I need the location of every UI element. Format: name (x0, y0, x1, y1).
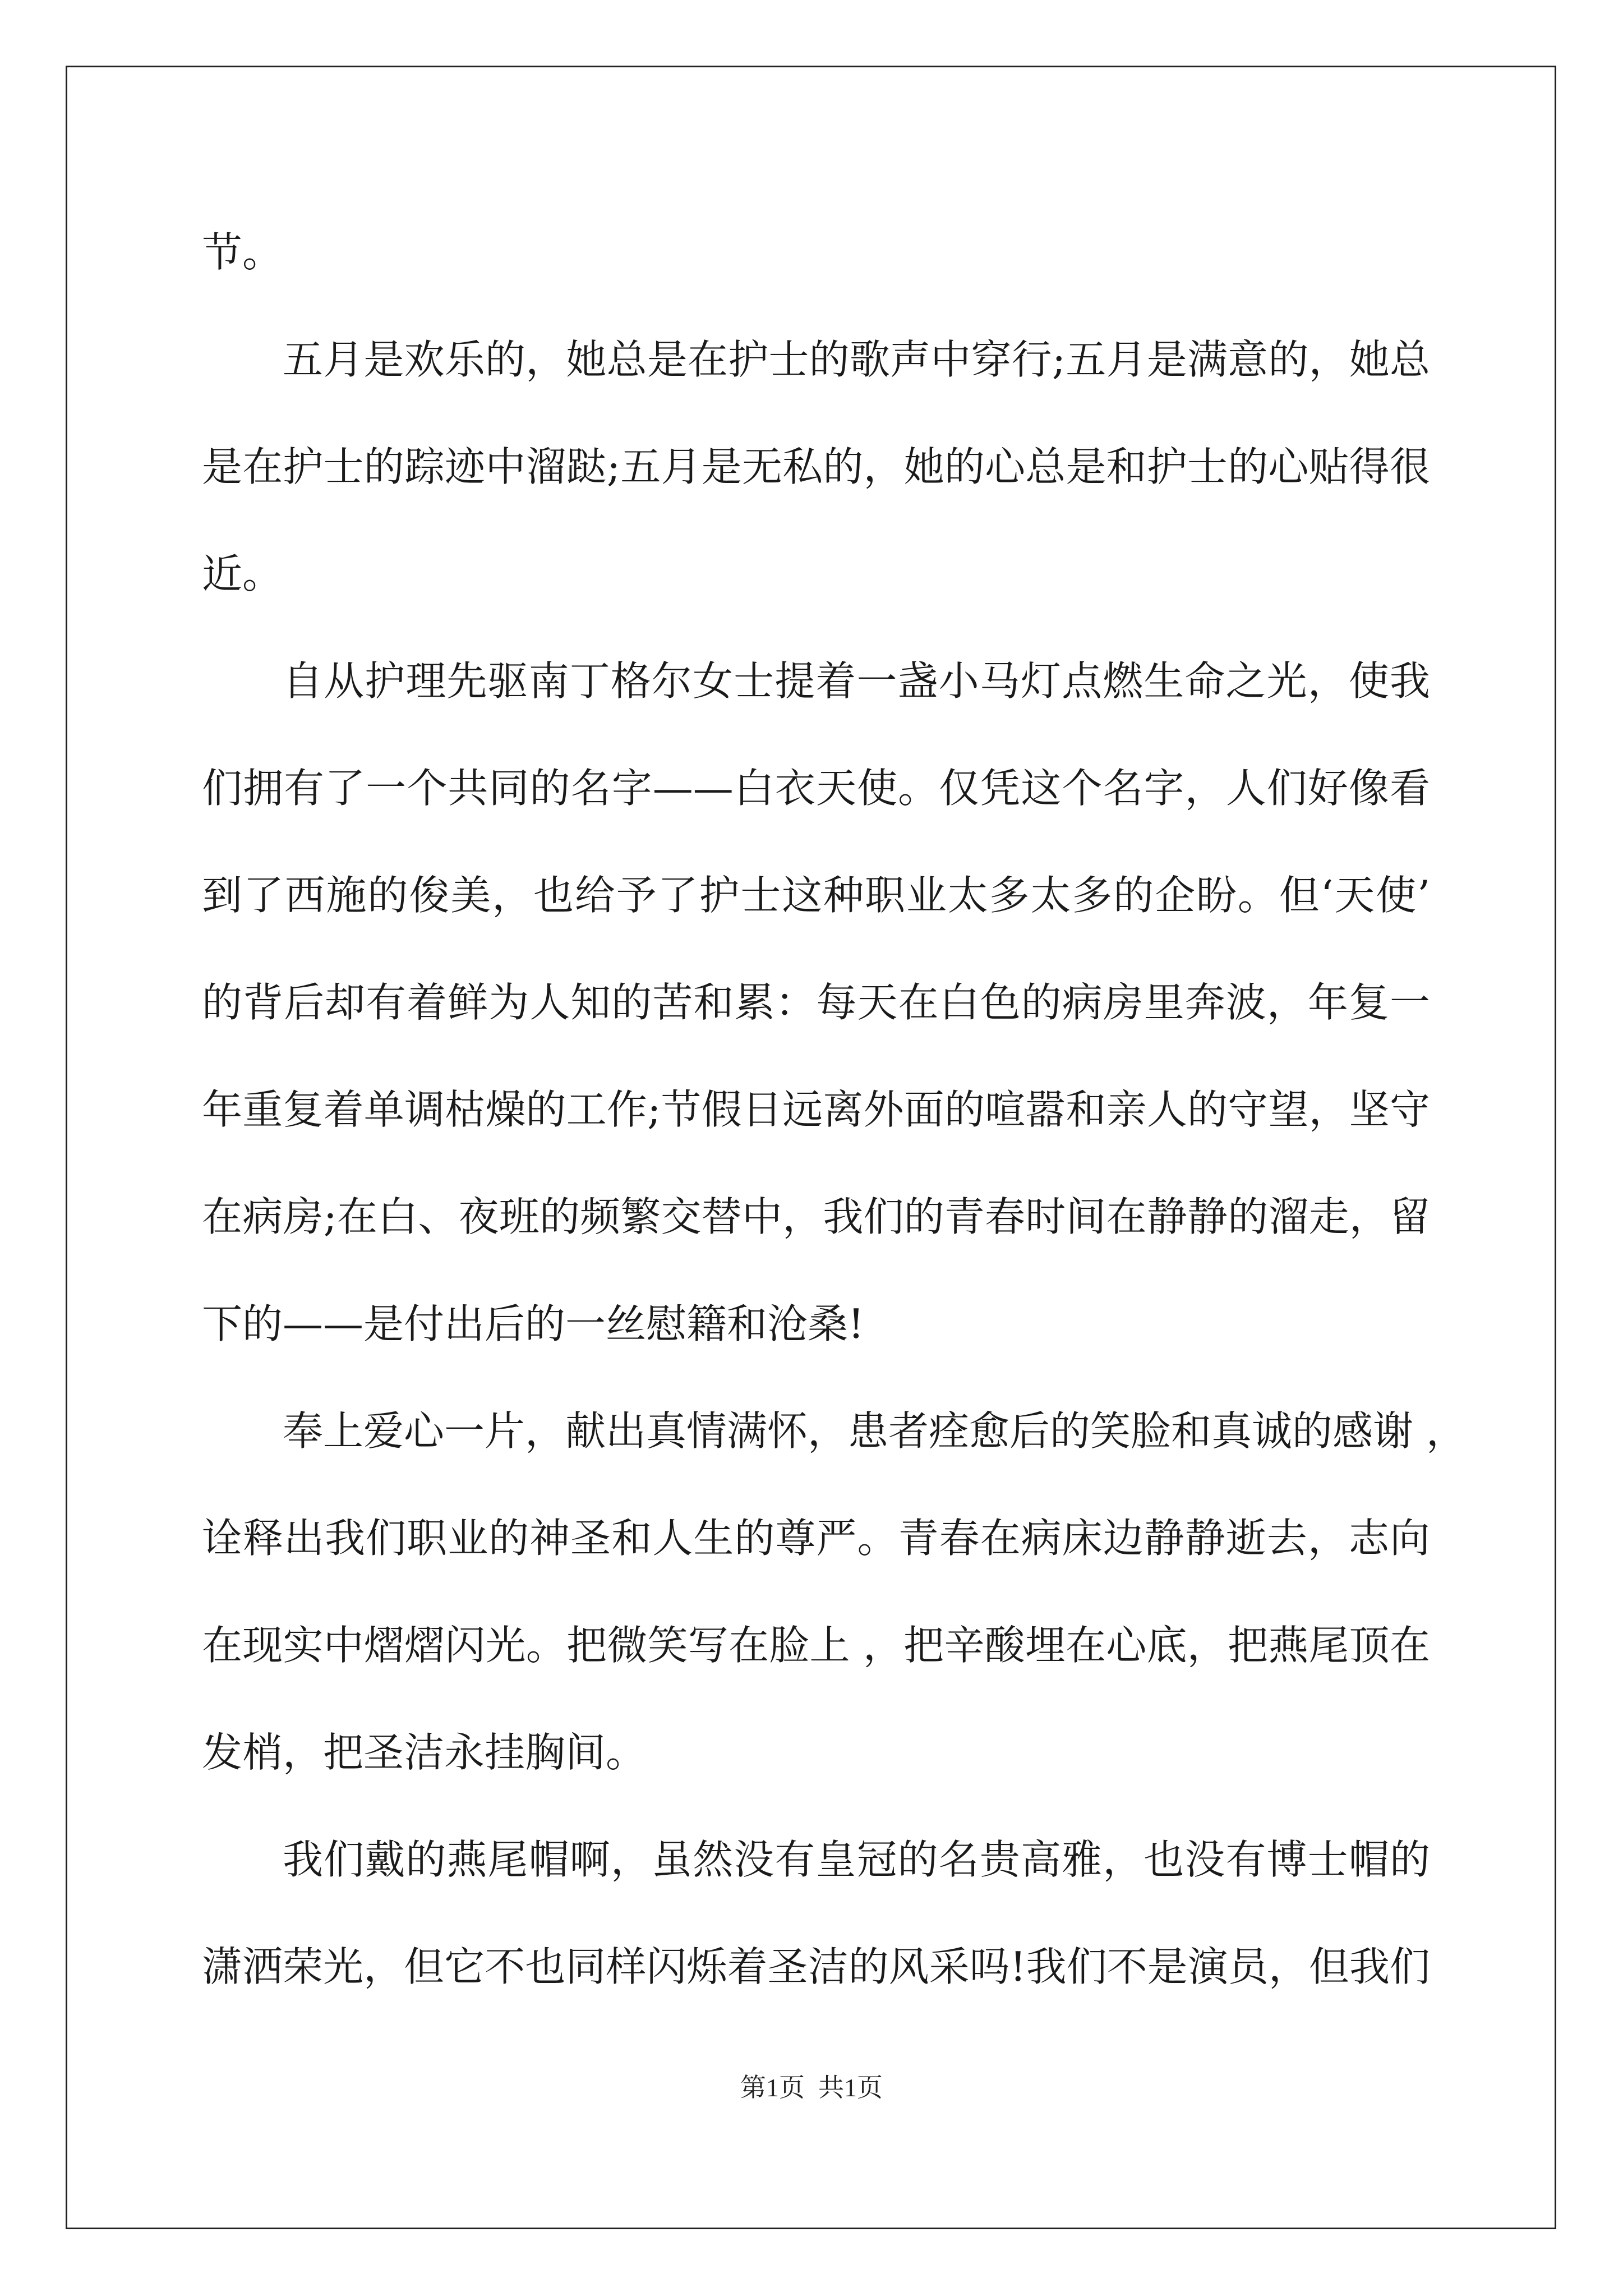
paragraph-2 (202, 315, 1430, 636)
text-line: 们拥有了一个共同的名字——白衣天使。仅凭这个名字，人们好像看 (202, 765, 1430, 812)
paragraph-5 (202, 1815, 1430, 2029)
page-number: 第1页 (740, 2073, 805, 2102)
page-total: 共1页 (818, 2073, 883, 2102)
text-line: 在病房;在白、夜班的频繁交替中，我们的青春时间在静静的溜走，留 (202, 1193, 1430, 1240)
text-line: 的背后却有着鲜为人知的苦和累：每天在白色的病房里奔波，年复一 (202, 979, 1430, 1026)
text-line: 诠释出我们职业的神圣和人生的尊严。青春在病床边静静逝去，志向 (202, 1515, 1430, 1562)
paragraph-3 (202, 636, 1430, 1386)
document-body (202, 208, 1467, 2029)
text-line: 近。 (202, 550, 283, 597)
text-line: 在现实中熠熠闪光。把微笑写在脸上 ，把辛酸埋在心底，把燕尾顶在 (202, 1622, 1430, 1669)
text-line: 发梢，把圣洁永挂胸间。 (202, 1729, 647, 1776)
text-line: 五月是欢乐的，她总是在护士的歌声中穿行;五月是满意的，她总 (283, 336, 1430, 383)
text-line: 到了西施的俊美，也给予了护士这种职业太多太多的企盼。但‘天使’ (202, 872, 1430, 919)
text-line: 节。 (202, 229, 283, 276)
paragraph-1 (202, 208, 1430, 315)
text-line: 我们戴的燕尾帽啊，虽然没有皇冠的名贵高雅，也没有博士帽的 (283, 1836, 1430, 1883)
text-line: 年重复着单调枯燥的工作;节假日远离外面的喧嚣和亲人的守望，坚守 (202, 1086, 1430, 1133)
page-footer (0, 2067, 1623, 2104)
text-line: 潇洒荣光，但它不也同样闪烁着圣洁的风采吗!我们不是演员，但我们 (202, 1943, 1430, 1990)
text-line: 自从护理先驱南丁格尔女士提着一盏小马灯点燃生命之光，使我 (283, 657, 1430, 705)
text-line: 奉上爱心一片，献出真情满怀，患者痊愈后的笑脸和真诚的感谢 ， (283, 1407, 1467, 1455)
text-line: 下的——是付出后的一丝慰籍和沧桑! (202, 1300, 864, 1347)
text-line: 是在护士的踪迹中溜跶;五月是无私的，她的心总是和护士的心贴得很 (202, 443, 1430, 490)
paragraph-4 (202, 1386, 1467, 1815)
